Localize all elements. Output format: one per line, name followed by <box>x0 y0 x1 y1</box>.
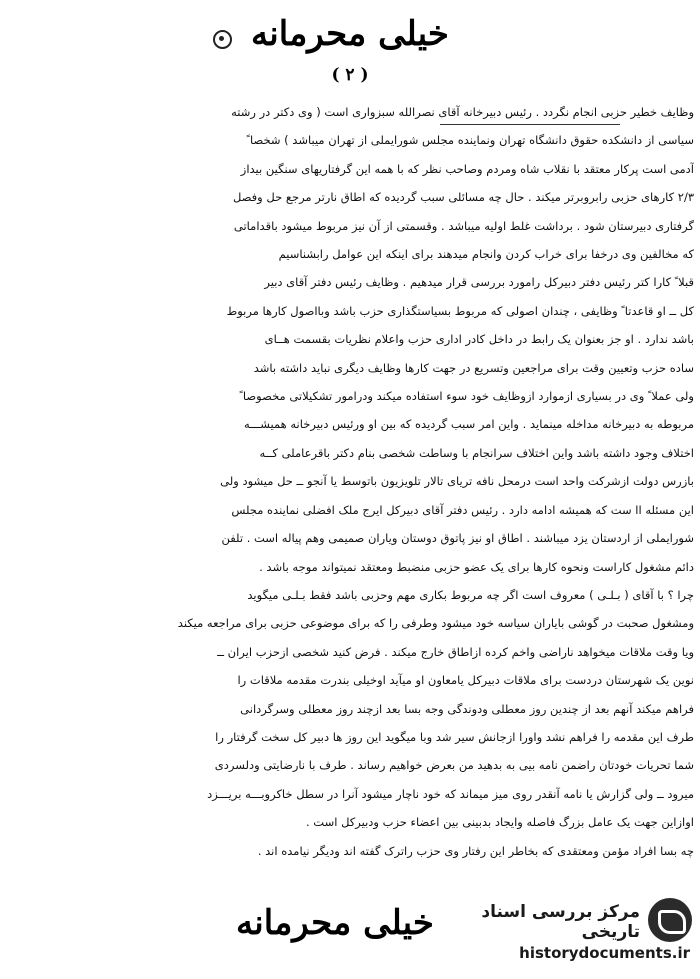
body-line: طرف این مقدمه را فراهم نشد واورا ازجانش سیر شد وبا میگوید این روز ها دبیر کل سخت گرفتار را <box>215 729 694 744</box>
body-line: قبلا ً کارا کتر رئیس دفتر دبیرکل رامورد بررسی قرار میدهیم . وظایف رئیس دفتر آقای دبیر <box>264 275 694 290</box>
body-line: وظایف خطیر حزبی انجام نگردد . رئیس دبیرخانه آقای نصرالله سبزواری است ( وی دکتر در رشته <box>231 105 694 119</box>
body-line: نوین یک شهرستان دردست برای ملاقات دبیرکل یامعاون او میآید اوخیلی بندرت مقدمه ملاقات را <box>237 673 694 688</box>
body-line: اوازاین جهت یک عامل بزرگ فاصله وایجاد بدبینی بین اعضاء حزب ودبیرکل است . <box>306 815 694 830</box>
body-line: دائم مشغول کاراست ونحوه کارها برای یک عضو حزبی منضبط ومعتقد نمیتواند موجه باشد . <box>259 559 694 574</box>
body-line: فراهم میکند آنهم بعد از چندین روز معطلی ودوندگی وجه بسا بعد ازچند روز معطلی وسرگردانی <box>240 701 694 716</box>
archive-logo-icon <box>648 898 692 942</box>
body-line: میرود ــ ولی گزارش یا نامه آنقدر روی میز میماند که خود ناچار میشود آنرا در سطل خاکروبـــه بریـــزد <box>207 786 694 801</box>
body-text <box>30 98 694 865</box>
watermark-url: historydocuments.ir <box>519 944 690 962</box>
body-line: ساده حزب وتعیین وقت برای مراجعین وتسریع در جهت کارها وظایف دیگری نباید داشته باشد <box>253 360 694 375</box>
watermark-name: مرکز بررسی اسناد تاریخی <box>481 902 640 942</box>
body-line: ۲/۳ کارهای حزبی رابروبرتر میکند . حال چه مسائلی سبب گردیده که اطاق نارتر مرجع حل وفصل <box>232 190 694 205</box>
body-line: اختلاف وجود داشته باشد واین اختلاف سرانجام با وساطت شخصی بنام دکتر باقرعاملی کــه <box>259 445 694 460</box>
body-line: سیاسی از دانشکده حقوق دانشگاه تهران ونماینده مجلس شورایملی از تهران میباشد ) شخصا ً <box>246 133 694 148</box>
body-line: که مخالفین وی درخفا برای خراب کردن وانجام میدهند برای اینکه این عوامل رابشناسیم <box>278 247 694 262</box>
body-line: ولی عملا ً وی در بسیاری ازموارد ازوظایف خود سوء استفاده میکند ودرامور تشکیلاتی مخصوصا ً <box>239 389 694 404</box>
body-line: کل ــ او قاعدتا ً وظایفی ، چندان اصولی که مربوط بسیاستگذاری حزب باشد وبااصول کارها مربوط <box>226 303 694 318</box>
body-line: شما تحریات خودتان راضمن نامه بیی به بدهید من بعرض خواهیم رساند . طرف با نارضایتی ودلسردی <box>214 758 694 773</box>
body-line: آدمی است پرکار معتقد با نقلاب شاه ومردم وصاحب نظر که با همه این گرفتاریهای سنگین بیداز <box>240 161 694 176</box>
classification-footer: خیلی محرمانه <box>236 903 434 943</box>
body-line: مربوطه به دبیرخانه مداخله مینماید . واین امر سبب گردیده که بین او ورئیس دبیرخانه همیشـــه <box>244 417 694 432</box>
body-line: چه بسا افراد مؤمن ومعتقدی که بخاطر این رفتار وی حزب راترک گفته اند ودیگر نیامده اند . <box>257 843 694 858</box>
body-line: ومشغول صحبت در گوشی بایاران سیاسه خود میشود وطرفی را که برای موضوعی حزبی برای مراجعه میکند <box>177 616 694 631</box>
body-line: شورایملی از اردستان یزد میباشند . اطاق او نیز پاتوق دوستان ویاران صمیمی وهم پیاله است . تلفن <box>221 531 694 546</box>
body-line: گرفتاری دبیرستان شود . برداشت غلط اولیه میباشد . وقسمتی از آن نیز مربوط میشود باقداماتی <box>233 218 694 233</box>
body-line: این مسئله اا ست که همیشه ادامه دارد . رئیس دفتر آقای دبیرکل ایرج ملک افضلی نماینده مجلس <box>231 502 694 517</box>
page-number: ( ٢ ) <box>331 65 369 85</box>
watermark <box>440 892 694 972</box>
body-line: باشد ندارد . او جز بعنوان یک رابط در داخل کادر اداری حزب واعلام نظریات بقسمت هــای <box>264 332 694 347</box>
body-line: بازرس دولت ازشرکت واحد است درمحل نافه تریای تالار تلویزیون باتوسط یا آنجو ــ حل میشود ولی <box>220 474 694 489</box>
classification-header: خیلی محرمانه <box>251 14 449 54</box>
body-line: چرا ؟ با آقای ( بـلـی ) معروف است اگر چه مربوط بکاری مهم وحزبی باشد فقط بـلـی میگوید <box>247 587 694 602</box>
body-line: ویا وقت ملاقات میخواهد ناراضی واخم کرده ازاطاق خارج میکند . فرض کنید شخصی ازحزب ایران ــ <box>217 644 694 659</box>
